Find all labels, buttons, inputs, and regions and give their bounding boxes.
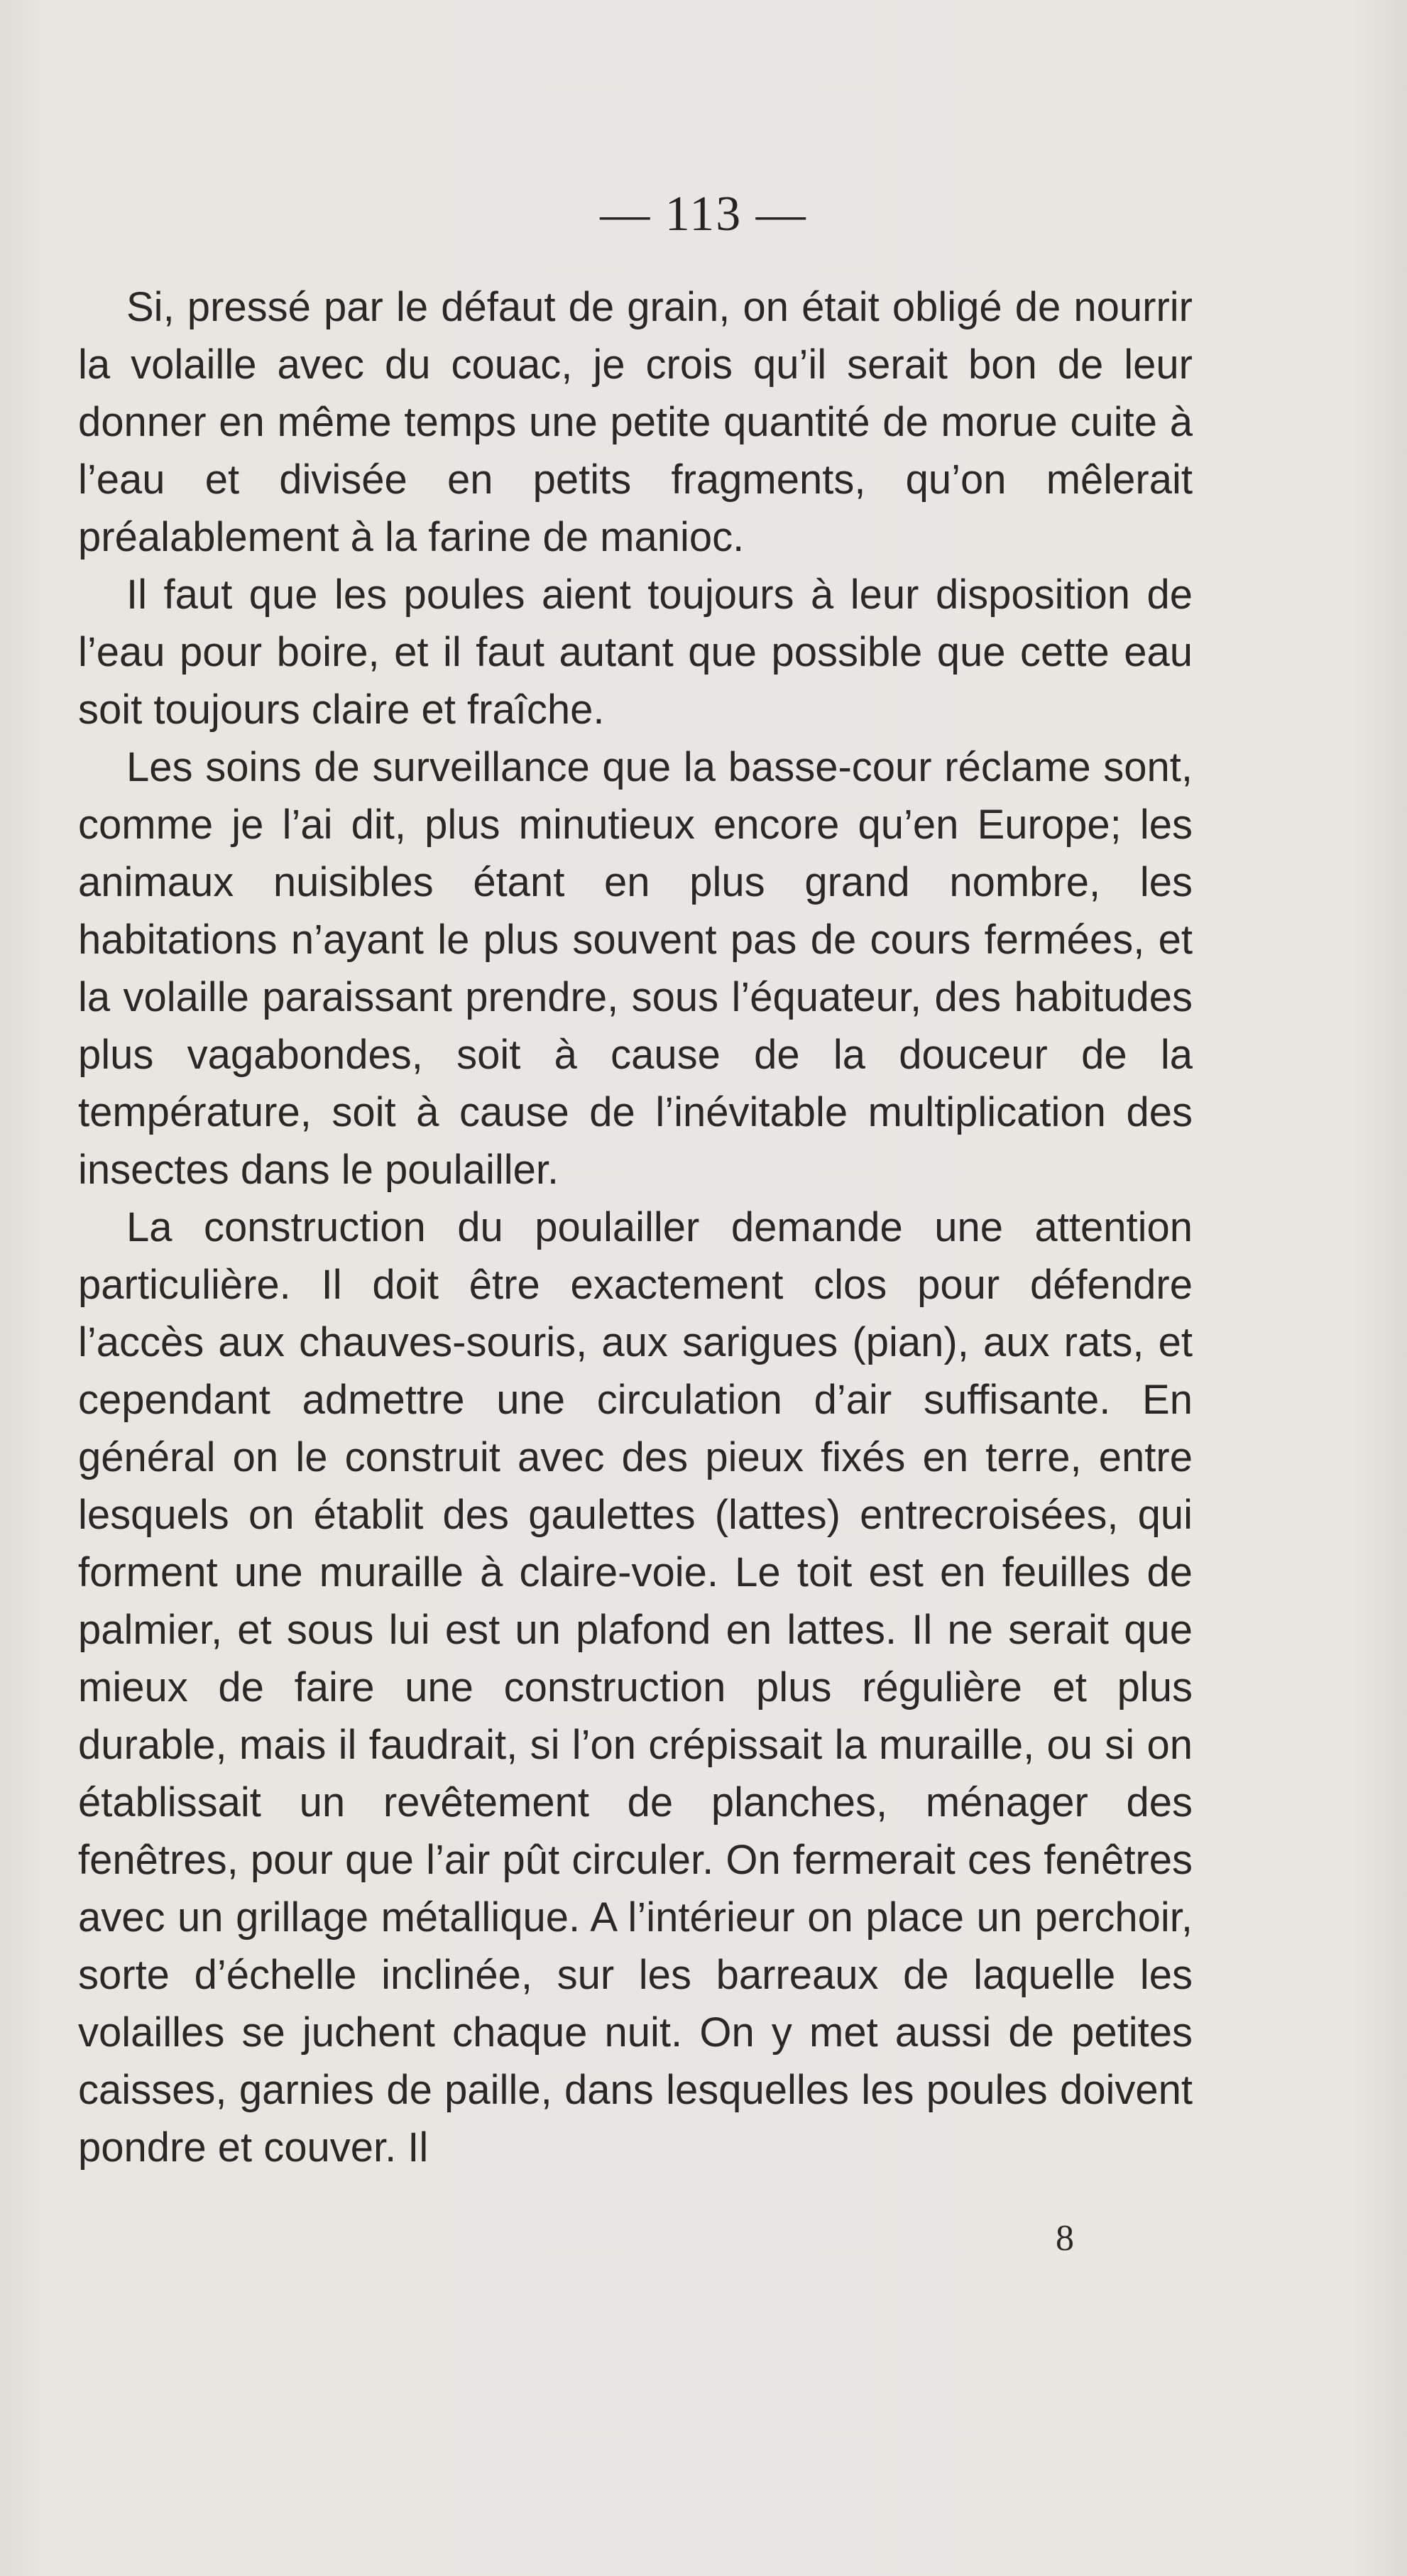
page-number: — 113 — bbox=[600, 187, 807, 241]
signature-mark: 8 bbox=[1056, 2218, 1074, 2259]
body-text bbox=[78, 278, 1193, 2176]
paragraph: Si, pressé par le défaut de grain, on était obligé de nourrir la volaille avec du couac, je crois qu’il serait bon de leur donner en même temps une petite quantité de morue cuite à l’eau et divisée en petits fragments, qu’on mêlerait préalablement à la farine de manioc. bbox=[78, 284, 1193, 560]
paragraph: Les soins de surveillance que la basse-cour réclame sont, comme je l’ai dit, plus minutieux encore qu’en Europe; les animaux nuisibles étant en plus grand nombre, les habitations n’ayant le plus souvent pas de cours fermées, et la volaille paraissant prendre, sous l’équateur, des habitudes plus vagabondes, soit à cause de la douceur de la température, soit à cause de l’inévitable multiplication des insectes dans le poulailler. bbox=[78, 744, 1193, 1193]
paragraph: La construction du poulailler demande une attention particulière. Il doit être exactement clos pour défendre l’accès aux chauves-souris, aux sarigues (pian), aux rats, et cependant admettre une circulation d’air suffisante. En général on le construit avec des pieux fixés en terre, entre lesquels on établit des gaulettes (lattes) entrecroisées, qui forment une muraille à claire-voie. Le toit est en feuilles de palmier, et sous lui est un plafond en lattes. Il ne serait que mieux de faire une construction plus régulière et plus durable, mais il faudrait, si l’on crépissait la muraille, ou si on établissait un revêtement de planches, ménager des fenêtres, pour que l’air pût circuler. On fermerait ces fenêtres avec un grillage métallique. A l’intérieur on place un perchoir, sorte d’échelle inclinée, sur les barreaux de laquelle les volailles se juchent chaque nuit. On y met aussi de petites caisses, garnies de paille, dans lesquelles les poules doivent pondre et couver. Il bbox=[78, 1204, 1193, 2171]
paragraph: Il faut que les poules aient toujours à leur disposition de l’eau pour boire, et il faut autant que possible que cette eau soit toujours claire et fraîche. bbox=[78, 572, 1193, 733]
